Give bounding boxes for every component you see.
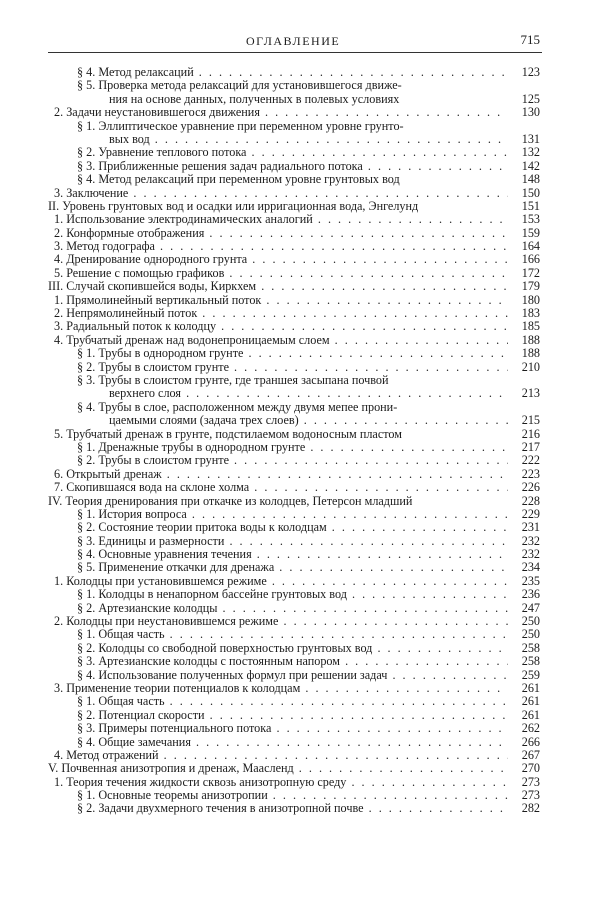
toc-entry [48,481,542,494]
toc-entry [48,307,542,320]
toc-entry [48,776,542,789]
toc-entry-title: 1. Теория течения жидкости сквозь анизотропную среду . . . [54,776,508,789]
toc-entry-page: 185 [521,319,540,334]
toc-entry-title: верхнего слоя . . . [109,387,508,400]
toc-entry-title: § 4. Метод релаксаций . . . [77,66,508,79]
toc-entry-page: 228 [521,493,540,508]
toc-entry-page: 232 [521,533,540,548]
toc-entry [48,146,542,159]
toc-entry-page: 250 [521,627,540,642]
toc-entry-title: 2. Задачи неустановившегося движения . . . [54,106,508,119]
toc-entry-title: 1. Колодцы при установившемся режиме . . . [54,575,508,588]
toc-entry-page: 231 [521,520,540,535]
toc-entry-title: § 5. Применение откачки для дренажа . . . [77,561,508,574]
toc-entry-page: 166 [521,252,540,267]
toc-entry-title: § 4. Метод релаксаций при переменном уровне грунтовых вод [77,172,400,187]
toc-entry-title: 2. Непрямолинейный поток . . . [54,307,508,320]
toc-entry-title: 1. Прямолинейный вертикальный поток . . . [54,294,508,307]
toc-entry-title: II. Уровень грунтовых вод и осадки или ирригационная вода, Энгелунд [48,198,419,213]
toc-entry-page: 267 [521,747,540,762]
toc-entry [48,454,542,467]
toc-entry [48,709,542,722]
toc-entry [48,615,542,628]
toc-entry [48,521,542,534]
toc-entry-page: 261 [521,680,540,695]
toc-entry-page: 148 [521,172,540,187]
toc-entry-page: 229 [521,506,540,521]
toc-entry [48,495,542,508]
toc-entry-title: § 2. Трубы в слоистом грунте . . . [77,454,508,467]
toc-entry-page: 261 [521,694,540,709]
toc-entry-title: вых вод . . . [109,133,508,146]
toc-entry-page: 188 [521,346,540,361]
toc-entry-page: 270 [521,761,540,776]
toc-entry [48,361,542,374]
toc-entry-page: 258 [521,654,540,669]
toc-entry [48,227,542,240]
toc-entry-title: § 1. Трубы в однородном грунте . . . [77,347,508,360]
toc-entry [48,682,542,695]
page-number: 715 [520,32,540,47]
toc-entry-page: 210 [521,359,540,374]
toc-entry-page: 180 [521,292,540,307]
toc-entry-title: § 1. Дренажные трубы в однородном грунте . . . [77,441,508,454]
toc-entry-page: 226 [521,480,540,495]
toc-entry-title: ния на основе данных, полученных в полевых условиях [109,91,400,106]
toc-entry-title: III. Случай скопившейся воды, Киркхем . . . [48,280,508,293]
toc-entry-title: § 1. Общая часть . . . [77,628,508,641]
toc-entry-title: § 1. Основные теоремы анизотропии . . . [77,789,508,802]
toc-entry-page: 142 [521,158,540,173]
toc-entry-page: 153 [521,212,540,227]
toc-entry [48,240,542,253]
toc-entry-title: 3. Применение теории потенциалов к колодцам . . . [54,682,508,695]
toc-entry-page: 217 [521,439,540,454]
toc-entry [48,575,542,588]
toc-entry-title: § 1. Эллиптическое уравнение при переменном уровне грунто- [77,118,404,133]
toc-entry-title: IV. Теория дренирования при откачке из колодцев, Петерсон младший [48,493,413,508]
toc-entry-page: 151 [521,198,540,213]
running-header [48,32,542,53]
toc-entry [48,93,542,106]
toc-entry-title: 4. Трубчатый дренаж над водонепроницаемым слоем . . . [54,334,508,347]
toc-entry [48,387,542,400]
toc-entry-title: § 3. Приближенные решения задач радиального потока . . . [77,160,508,173]
toc-entry-page: 123 [521,65,540,79]
toc-entry-page: 236 [521,587,540,602]
toc-entry-page: 132 [521,145,540,160]
toc-entry [48,602,542,615]
toc-entry [48,642,542,655]
toc-entry-title: 4. Дренирование однородного грунта . . . [54,253,508,266]
toc-entry [48,213,542,226]
toc-entry-page: 258 [521,640,540,655]
toc-entry-title: § 1. Общая часть . . . [77,695,508,708]
toc-entry-title: 3. Заключение . . . [54,187,508,200]
toc-entry [48,655,542,668]
toc-entry-page: 250 [521,614,540,629]
toc-entry-title: V. Почвенная анизотропия и дренаж, Маасленд . . . [48,762,508,775]
toc-entry-page: 273 [521,774,540,789]
toc-entry-page: 282 [521,801,540,816]
toc-entry-page: 222 [521,453,540,468]
toc-entry-title: § 3. Артезианские колодцы с постоянным напором . . . [77,655,508,668]
toc-entry [48,628,542,641]
toc-entry [48,535,542,548]
toc-entry [48,802,542,815]
toc-entry [48,120,542,133]
toc-entry [48,347,542,360]
toc-entry-page: 130 [521,105,540,120]
toc-entry [48,79,542,92]
toc-entry [48,106,542,119]
toc-entry-page: 213 [521,386,540,401]
toc-entry-title: § 2. Уравнение теплового потока . . . [77,146,508,159]
toc-entry [48,762,542,775]
toc-entry-page: 266 [521,734,540,749]
toc-entry-title: § 3. Примеры потенциального потока . . . [77,722,508,735]
toc-entry-page: 183 [521,306,540,321]
toc-entry [48,414,542,427]
toc-entry-page: 259 [521,667,540,682]
toc-entry-page: 261 [521,707,540,722]
toc-entry [48,173,542,186]
toc-entry-title: 6. Открытый дренаж . . . [54,468,508,481]
toc-entry [48,736,542,749]
toc-entry-title: 1. Использование электродинамических аналогий . . . [54,213,508,226]
toc-entry [48,749,542,762]
toc-entry [48,187,542,200]
toc-entry-page: 234 [521,560,540,575]
toc-entry [48,508,542,521]
toc-entry-title: § 1. Колодцы в ненапорном бассейне грунтовых вод . . . [77,588,508,601]
toc-entry [48,294,542,307]
toc-entry-title: 4. Метод отражений . . . [54,749,508,762]
toc-entry-title: 7. Скопившаяся вода на склоне холма . . . [54,481,508,494]
toc-entry-title: 3. Радиальный поток к колодцу . . . [54,320,508,333]
toc-entry-page: 172 [521,265,540,280]
toc-entry [48,267,542,280]
toc-entry [48,66,542,79]
toc-entry-page: 216 [521,426,540,441]
toc-entry-title: § 2. Трубы в слоистом грунте . . . [77,361,508,374]
toc-entry [48,200,542,213]
toc-entry [48,253,542,266]
toc-entry-title: цаемыми слоями (задача трех слоев) . . . [109,414,508,427]
toc-entry [48,588,542,601]
toc-entry-page: 131 [521,131,540,146]
toc-entry [48,428,542,441]
toc-entry-title: § 2. Задачи двухмерного течения в анизотропной почве . . . [77,802,508,815]
toc-entry-title: § 2. Потенциал скорости . . . [77,709,508,722]
toc-entry [48,160,542,173]
toc-entry [48,561,542,574]
running-title: ОГЛАВЛЕНИЕ [246,34,341,48]
toc-entry-page: 223 [521,466,540,481]
toc-entry-page: 159 [521,225,540,240]
toc-entry-page: 232 [521,547,540,562]
toc-entry-title: § 1. История вопроса . . . [77,508,508,521]
toc-entry [48,441,542,454]
toc-entry-page: 188 [521,332,540,347]
toc-entry-page: 164 [521,239,540,254]
toc-entry-title: § 4. Использование полученных формул при решении задач . . . [77,669,508,682]
toc-entry [48,789,542,802]
toc-entry [48,374,542,387]
toc-entry-title: § 3. Единицы и размерности . . . [77,535,508,548]
toc-entry-title: 2. Конформные отображения . . . [54,227,508,240]
toc-entry [48,669,542,682]
toc-entry [48,401,542,414]
toc-entry-title: § 4. Общие замечания . . . [77,736,508,749]
toc-entry [48,722,542,735]
toc-entry-page: 179 [521,279,540,294]
toc-entry [48,468,542,481]
toc-entry-title: 5. Трубчатый дренаж в грунте, подстилаемом водоносным пластом [54,426,402,441]
toc-entry-title: § 2. Состояние теории притока воды к колодцам . . . [77,521,508,534]
toc-entry-title: § 4. Трубы в слое, расположенном между двумя мепее прони- [77,399,398,414]
toc-entry-page: 247 [521,600,540,615]
toc-entry-title: 3. Метод годографа . . . [54,240,508,253]
toc-entry-title: § 2. Колодцы со свободной поверхностью грунтовых вод . . . [77,642,508,655]
toc-entry [48,695,542,708]
toc-entry [48,548,542,561]
toc-entry [48,280,542,293]
table-of-contents [48,66,542,816]
toc-entry-title: § 3. Трубы в слоистом грунте, где траншея засыпана почвой [77,372,389,387]
toc-entry-title: 2. Колодцы при неустановившемся режиме . . . [54,615,508,628]
toc-entry-page: 235 [521,573,540,588]
toc-entry-title: 5. Решение с помощью графиков . . . [54,267,508,280]
toc-entry [48,320,542,333]
toc-entry-page: 150 [521,185,540,200]
toc-entry-page: 125 [521,91,540,106]
toc-entry [48,133,542,146]
toc-entry-title: § 5. Проверка метода релаксаций для установившегося движе- [77,78,402,93]
toc-entry [48,334,542,347]
toc-entry-title: § 2. Артезианские колодцы . . . [77,602,508,615]
toc-entry-page: 215 [521,413,540,428]
toc-entry-page: 273 [521,788,540,803]
toc-entry-page: 262 [521,721,540,736]
toc-entry-title: § 4. Основные уравнения течения . . . [77,548,508,561]
